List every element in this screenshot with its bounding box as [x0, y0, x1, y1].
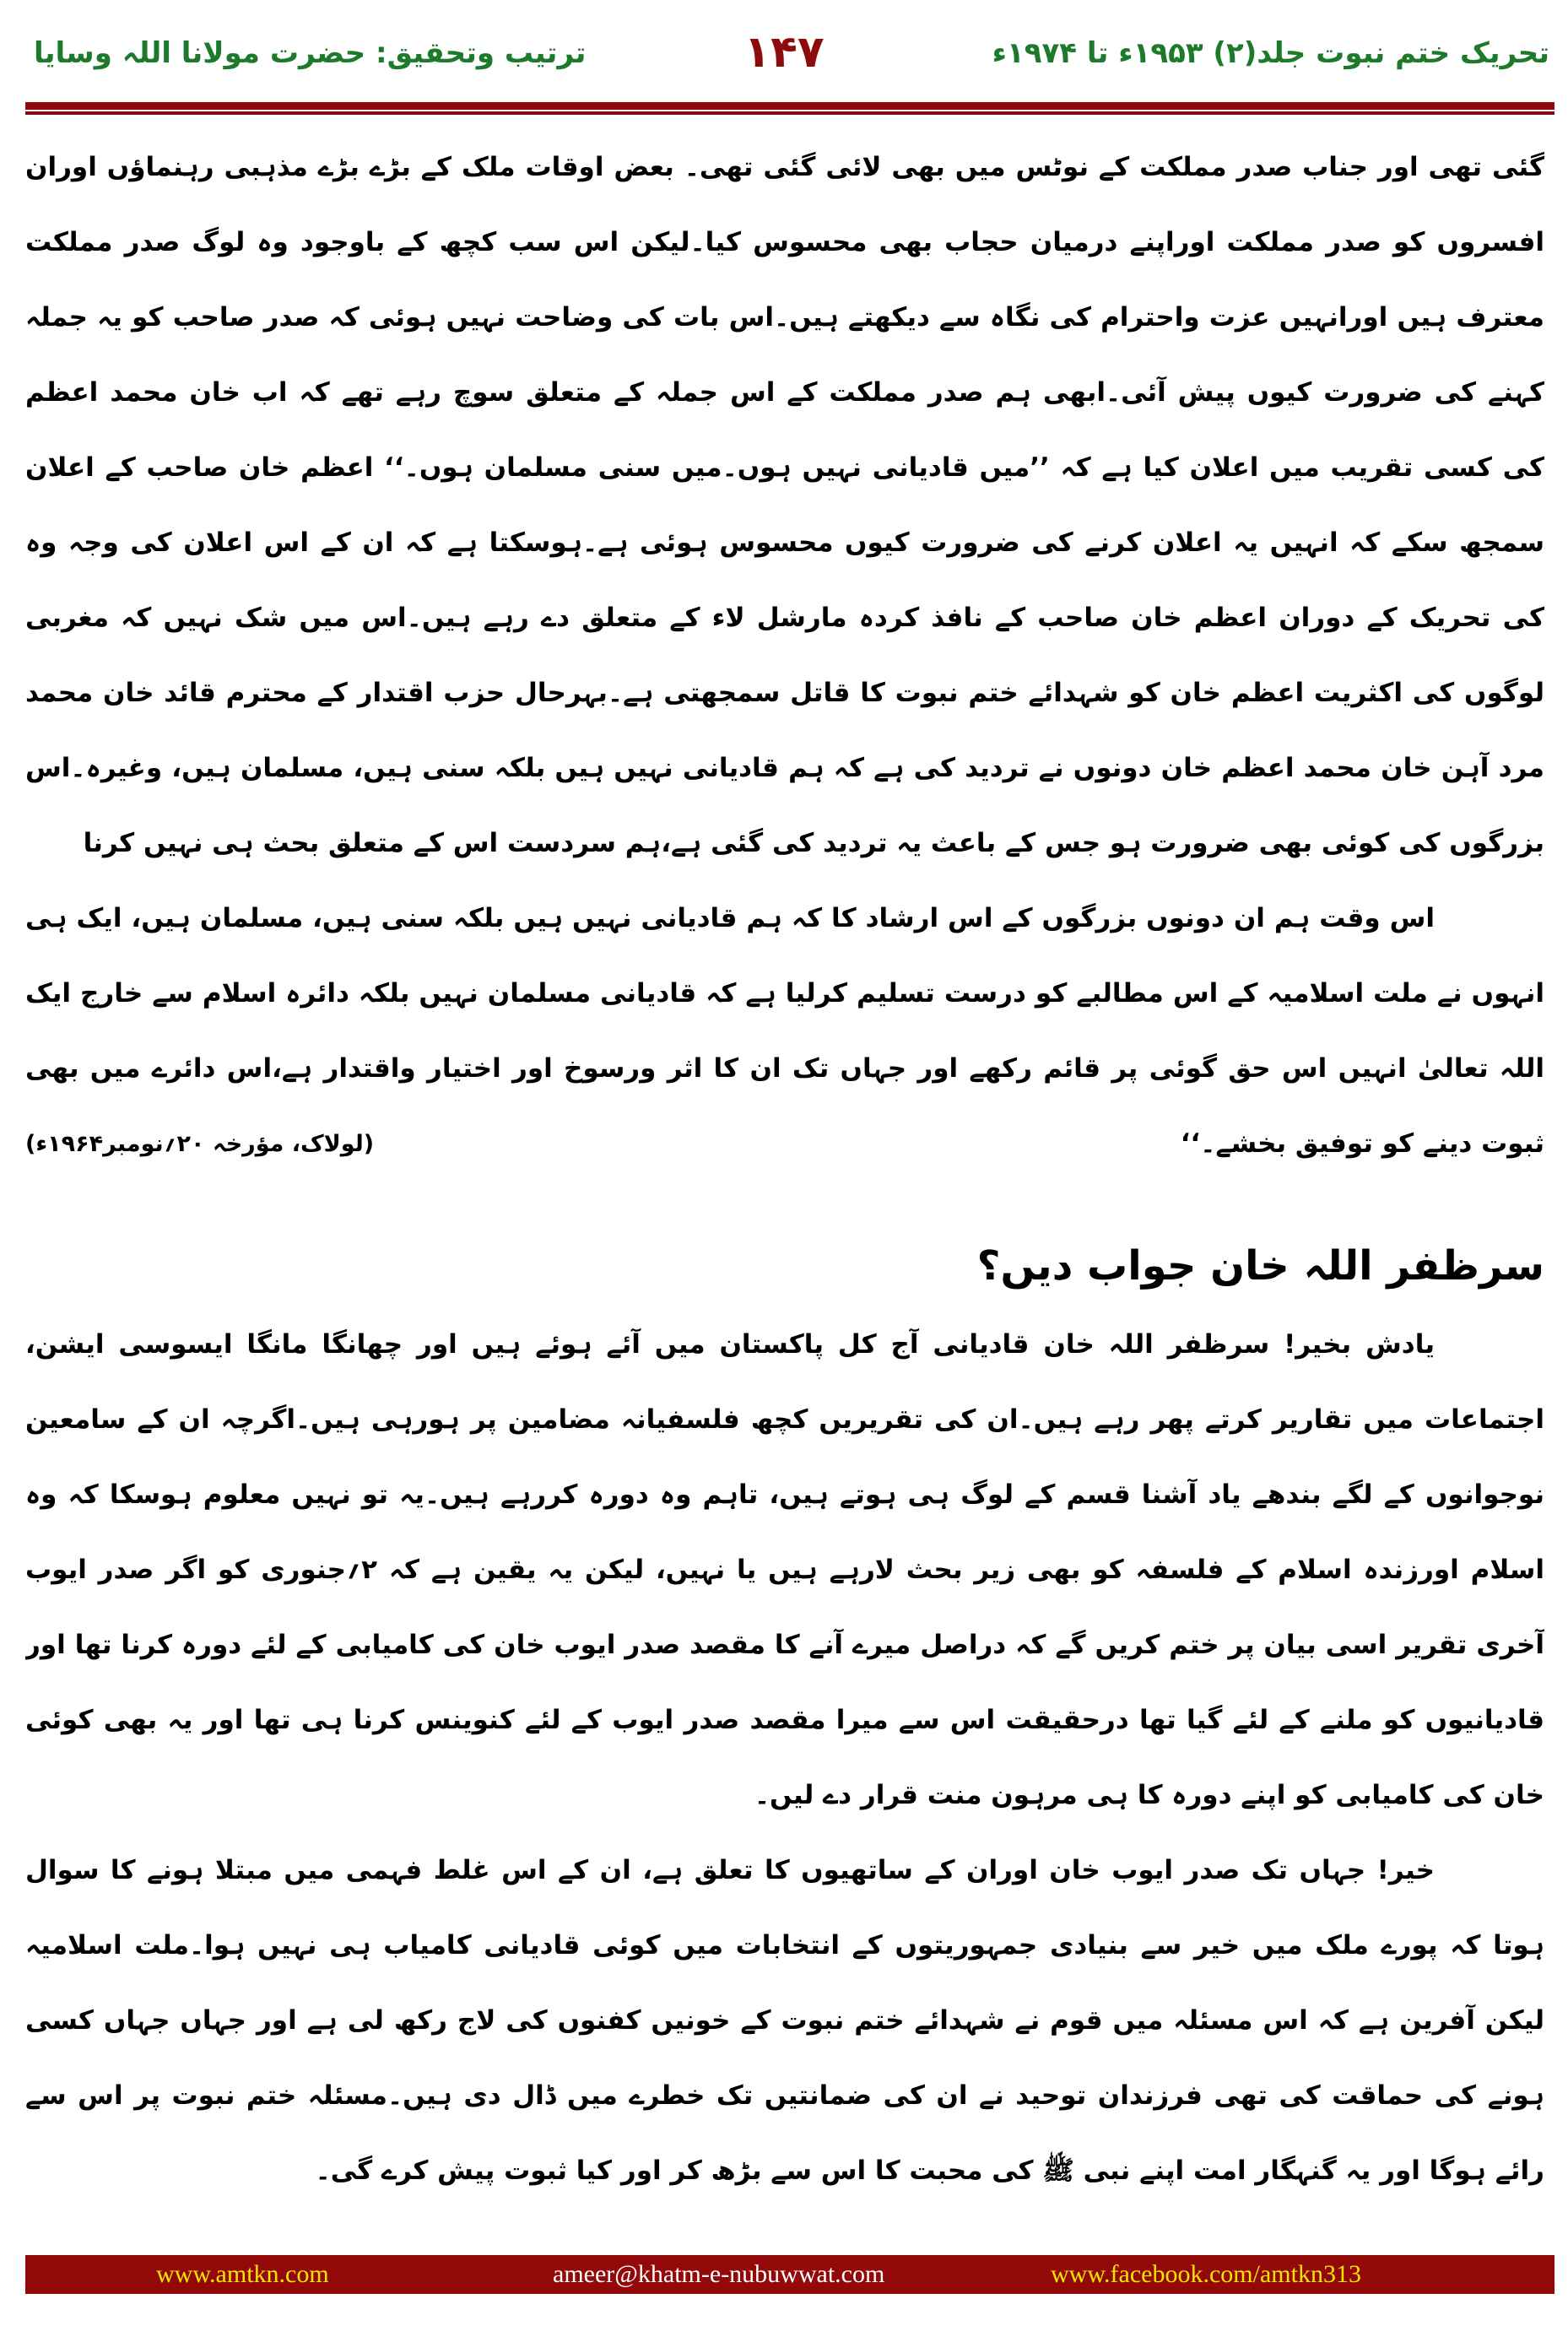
text-line: بزرگوں کی کوئی بھی ضرورت ہو جس کے باعث یہ تردید کی گئی ہے،ہم سردست اس کے متعلق بحث ہی نہیں کرنا — [83, 828, 1544, 858]
text-line: انہوں نے ملت اسلامیہ کے اس مطالبے کو درست تسلیم کرلیا ہے کہ قادیانی مسلمان نہیں بلکہ دائرہ اسلام سے خارج ایک — [25, 978, 1544, 1009]
compiler-credit: ترتیب وتحقیق: حضرت مولانا اللہ وسایا — [34, 36, 587, 70]
text-line: ہوتا کہ پورے ملک میں خیر سے بنیادی جمہوریتوں کے انتخابات میں کوئی قادیانی کامیاب ہی نہیں ہوا۔ملت اسلامیہ — [25, 1930, 1544, 1961]
text-line: اجتماعات میں تقاریر کرتے پھر رہے ہیں۔ان کی تقریریں کچھ فلسفیانہ مضامین پر ہورہی ہیں۔اگرچہ ان کے سامعین — [25, 1404, 1544, 1435]
text-line: کی کسی تقریب میں اعلان کیا ہے کہ ’’میں قادیانی نہیں ہوں۔میں سنی مسلمان ہوں۔‘‘ اعظم خان صاحب کے اعلان — [25, 452, 1544, 483]
text-line: سمجھ سکے کہ انہیں یہ اعلان کرنے کی ضرورت کیوں محسوس ہوئی ہے۔ہوسکتا ہے کہ ان کے اس اعلان کی وجہ وہ — [25, 527, 1544, 558]
text-line: آخری تقریر اسی بیان پر ختم کریں گے کہ دراصل میرے آنے کا مقصد صدر ایوب خان کی کامیابی کے لئے دورہ کرنا تھا اور — [25, 1630, 1544, 1660]
text-line: کہنے کی ضرورت کیوں پیش آئی۔ابھی ہم صدر مملکت کے اس جملہ کے متعلق سوچ رہے تھے کہ اب خان محمد اعظم — [25, 377, 1544, 408]
facebook-link[interactable]: www.facebook.com/amtkn313 — [1051, 2260, 1361, 2288]
text-line: کی تحریک کے دوران اعظم خان صاحب کے نافذ کردہ مارشل لاء کے متعلق دے رہے ہیں۔اس میں شک نہیں کہ مغربی — [25, 603, 1544, 633]
source-citation: (لولاک، مؤرخہ ۲۰؍نومبر۱۹۶۴ء) — [25, 1131, 375, 1157]
website-link[interactable]: www.amtkn.com — [156, 2260, 329, 2288]
text-line: مرد آہن خان محمد اعظم خان دونوں نے تردید کی ہے کہ ہم قادیانی نہیں ہیں بلکہ سنی ہیں، مسلمان ہیں، وغیرہ۔اس — [25, 753, 1544, 783]
text-line: لیکن آفرین ہے کہ اس مسئلہ میں قوم نے شہدائے ختم نبوت کے خونیں کفنوں کی لاج رکھ لی ہے اور جہاں جہاں کسی — [25, 2005, 1544, 2036]
text-line: رائے ہوگا اور یہ گنہگار امت اپنے نبی ﷺ کی محبت کا اس سے بڑھ کر اور کیا ثبوت پیش کرے گی۔ — [315, 2155, 1544, 2186]
text-line: قادیانیوں کو ملنے کے لئے گیا تھا درحقیقت اس سے میرا مقصد صدر ایوب کے لئے کنوینس کرنا ہی تھا اور یہ بھی کوئی — [25, 1705, 1544, 1735]
text-line: اسلام اورزندہ اسلام کے فلسفہ کو بھی زیر بحث لارہے ہیں یا نہیں، لیکن یہ یقین ہے کہ ۲؍جنوری کو اگر صدر ایوب — [25, 1555, 1544, 1585]
footer-bar — [25, 2255, 1554, 2294]
text-line: گئی تھی اور جناب صدر مملکت کے نوٹس میں بھی لائی گئی تھی۔ بعض اوقات ملک کے بڑے بڑے مذہبی رہنماؤں اوران — [25, 152, 1544, 182]
book-title: تحریک ختم نبوت جلد(۲) ۱۹۵۳ء تا ۱۹۷۴ء — [992, 36, 1549, 70]
email-link[interactable]: ameer@khatm-e-nubuwwat.com — [553, 2260, 885, 2288]
header-rule-thick — [25, 102, 1554, 110]
text-line: معترف ہیں اورانہیں عزت واحترام کی نگاہ سے دیکھتے ہیں۔اس بات کی وضاحت نہیں ہوئی کہ صدر صاحب کو یہ جملہ — [25, 302, 1544, 333]
text-line: یادش بخیر! سرظفر اللہ خان قادیانی آج کل پاکستان میں آئے ہوئے ہیں اور چھانگا مانگا ایسوسی ایشن، — [25, 1329, 1435, 1360]
page-number: ۱۴۷ — [743, 27, 825, 78]
text-line: نوجوانوں کے لگے بندھے یاد آشنا قسم کے لوگ ہی ہوتے ہیں، تاہم وہ دورہ کررہے ہیں۔یہ تو نہیں معلوم ہوسکا کہ وہ — [25, 1479, 1544, 1510]
text-line: لوگوں کی اکثریت اعظم خان کو شہدائے ختم نبوت کا قاتل سمجھتی ہے۔بہرحال حزب اقتدار کے محترم قائد خان محمد — [25, 678, 1544, 708]
text-line: افسروں کو صدر مملکت اوراپنے درمیان حجاب بھی محسوس کیا۔لیکن اس سب کچھ کے باوجود وہ لوگ صدر مملکت — [25, 227, 1544, 257]
text-line: اللہ تعالیٰ انہیں اس حق گوئی پر قائم رکھے اور جہاں تک ان کا اثر ورسوخ اور اختیار واقتدار ہے،اس دائرے میں بھی — [25, 1053, 1544, 1084]
text-line: ہونے کی حماقت کی تھی فرزندان توحید نے ان کی ضمانتیں تک خطرے میں ڈال دی ہیں۔مسئلہ ختم نبوت پر اس سے — [25, 2080, 1544, 2111]
section-heading: سرظفر اللہ خان جواب دیں؟ — [976, 1242, 1544, 1290]
article-body-2 — [25, 1307, 1544, 2209]
text-line: اس وقت ہم ان دونوں بزرگوں کے اس ارشاد کا کہ ہم قادیانی نہیں ہیں بلکہ سنی ہیں، مسلمان ہیں، ایک ہی — [25, 903, 1435, 933]
article-body-1 — [25, 130, 1544, 1182]
text-line: خیر! جہاں تک صدر ایوب خان اوران کے ساتھیوں کا تعلق ہے، ان کے اس غلط فہمی میں مبتلا ہونے کا سوال — [25, 1855, 1435, 1885]
header-rule-thin — [25, 111, 1554, 115]
text-line-with-citation — [25, 1106, 1544, 1182]
text-line: خان کی کامیابی کو اپنے دورہ کا ہی مرہون منت قرار دے لیں۔ — [754, 1780, 1544, 1810]
text-line: ثبوت دینے کو توفیق بخشے۔‘‘ — [1180, 1128, 1544, 1159]
